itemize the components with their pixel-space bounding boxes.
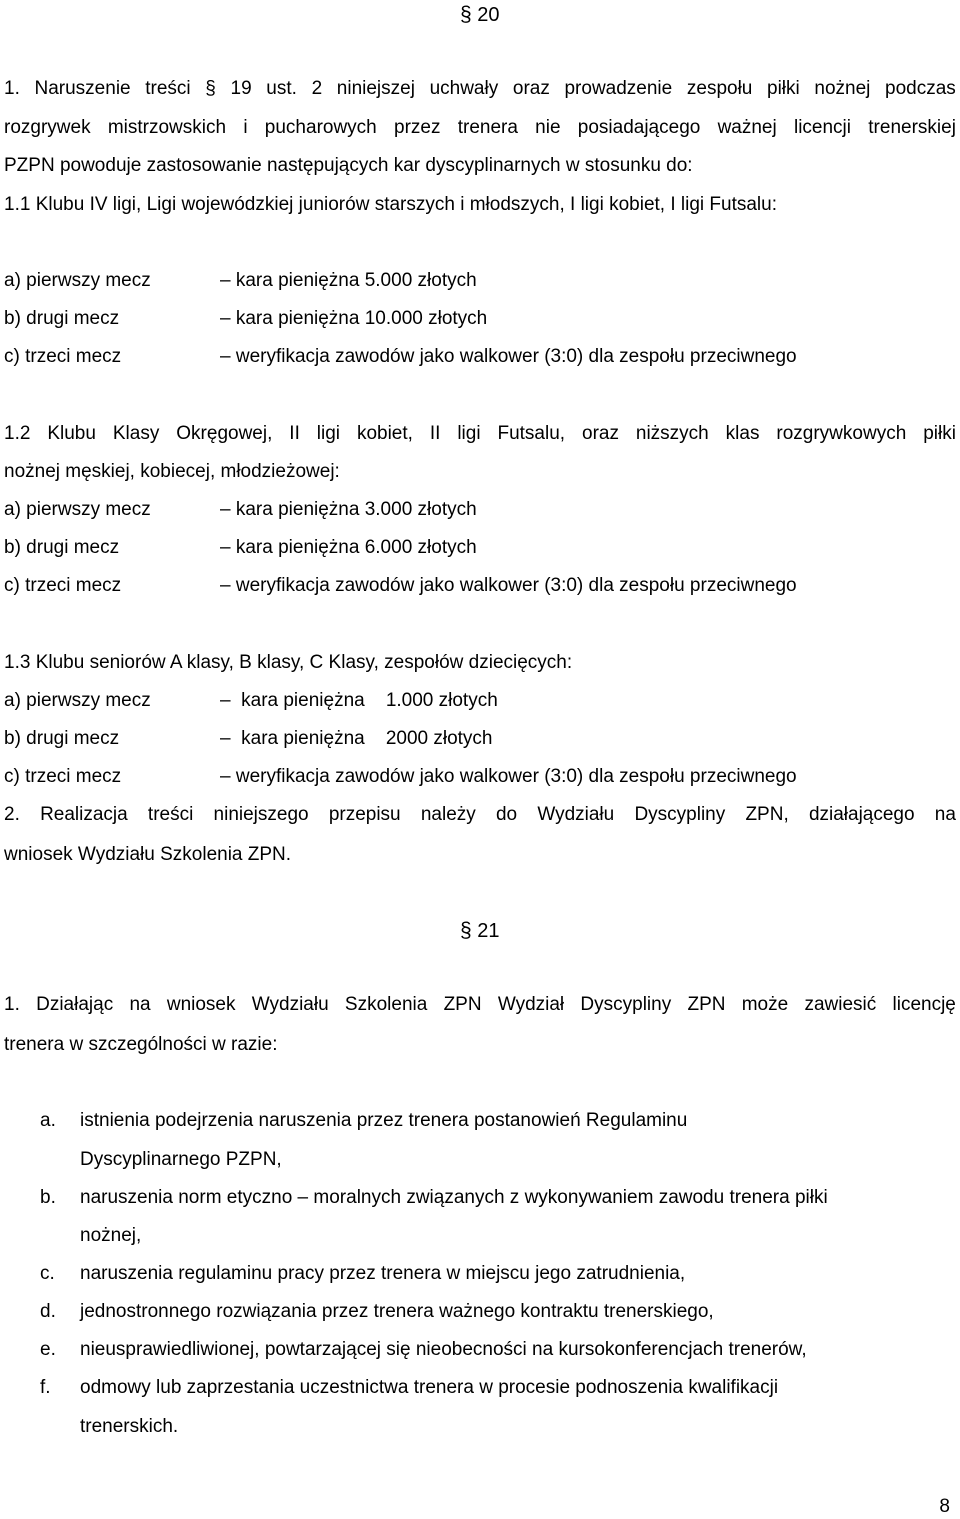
list-item-continuation: nożnej, bbox=[80, 1225, 142, 1246]
subsection-1-1-heading: 1.1 Klubu IV ligi, Ligi wojewódzkiej juniorów starszych i młodszych, I ligi kobiet, I ligi Futsalu: bbox=[4, 194, 777, 215]
penalty-row: b) drugi mecz – kara pieniężna 6.000 złotych bbox=[4, 537, 477, 558]
paragraph-1-line-2: rozgrywek mistrzowskich i pucharowych przez trenera nie posiadającego ważnej licencji trenerskiej bbox=[4, 117, 956, 138]
page-number: 8 bbox=[939, 1496, 950, 1517]
list-marker: f. bbox=[40, 1377, 51, 1398]
list-item: odmowy lub zaprzestania uczestnictwa trenera w procesie podnoszenia kwalifikacji bbox=[80, 1377, 779, 1398]
penalty-row: a) pierwszy mecz – kara pieniężna 1.000 złotych bbox=[4, 690, 498, 711]
penalty-row: a) pierwszy mecz – kara pieniężna 5.000 złotych bbox=[4, 270, 477, 291]
penalty-row: a) pierwszy mecz – kara pieniężna 3.000 złotych bbox=[4, 499, 477, 520]
paragraph-2-line-2: wniosek Wydziału Szkolenia ZPN. bbox=[4, 844, 292, 865]
penalty-row: b) drugi mecz – kara pieniężna 10.000 złotych bbox=[4, 308, 488, 329]
paragraph-1-line-3: PZPN powoduje zastosowanie następujących kar dyscyplinarnych w stosunku do: bbox=[4, 155, 693, 176]
list-item: naruszenia regulaminu pracy przez trenera w miejscu jego zatrudnienia, bbox=[80, 1263, 686, 1284]
section-symbol: § bbox=[460, 3, 472, 26]
list-marker: c. bbox=[40, 1263, 55, 1284]
list-marker: e. bbox=[40, 1339, 56, 1360]
subsection-1-3-heading: 1.3 Klubu seniorów A klasy, B klasy, C Klasy, zespołów dziecięcych: bbox=[4, 652, 573, 673]
section-heading-21 bbox=[460, 919, 500, 943]
list-item: naruszenia norm etyczno – moralnych związanych z wykonywaniem zawodu trenera piłki bbox=[80, 1187, 828, 1208]
paragraph-2-line-1: 2. Realizacja treści niniejszego przepisu należy do Wydziału Dyscypliny ZPN, działającego na bbox=[4, 804, 956, 825]
paragraph-3-line-2: trenera w szczególności w razie: bbox=[4, 1034, 278, 1055]
penalty-row: b) drugi mecz – kara pieniężna 2000 złotych bbox=[4, 728, 493, 749]
list-item-continuation: Dyscyplinarnego PZPN, bbox=[80, 1149, 282, 1170]
section-symbol: § bbox=[460, 919, 472, 942]
list-item: jednostronnego rozwiązania przez trenera ważnego kontraktu trenerskiego, bbox=[80, 1301, 714, 1322]
subsection-1-2-heading-line-2: nożnej męskiej, kobiecej, młodzieżowej: bbox=[4, 461, 340, 482]
subsection-1-2-heading-line-1: 1.2 Klubu Klasy Okręgowej, II ligi kobiet, II ligi Futsalu, oraz niższych klas rozgrywkowych piłki bbox=[4, 423, 956, 444]
list-marker: b. bbox=[40, 1187, 56, 1208]
paragraph-3-line-1: 1. Działając na wniosek Wydziału Szkolenia ZPN Wydział Dyscypliny ZPN może zawiesić licencję bbox=[4, 994, 956, 1015]
section-number: 21 bbox=[477, 920, 500, 942]
list-marker: d. bbox=[40, 1301, 56, 1322]
list-item: istnienia podejrzenia naruszenia przez trenera postanowień Regulaminu bbox=[80, 1110, 688, 1131]
penalty-row: c) trzeci mecz – weryfikacja zawodów jako walkower (3:0) dla zespołu przeciwnego bbox=[4, 575, 797, 596]
list-item-continuation: trenerskich. bbox=[80, 1416, 179, 1437]
section-number: 20 bbox=[477, 4, 500, 26]
list-marker: a. bbox=[40, 1110, 56, 1131]
section-heading-20 bbox=[460, 3, 500, 27]
list-item: nieusprawiedliwionej, powtarzającej się nieobecności na kursokonferencjach trenerów, bbox=[80, 1339, 807, 1360]
penalty-row: c) trzeci mecz – weryfikacja zawodów jako walkower (3:0) dla zespołu przeciwnego bbox=[4, 766, 797, 787]
penalty-row: c) trzeci mecz – weryfikacja zawodów jako walkower (3:0) dla zespołu przeciwnego bbox=[4, 346, 797, 367]
paragraph-1-line-1: 1. Naruszenie treści § 19 ust. 2 niniejszej uchwały oraz prowadzenie zespołu piłki nożnej podczas bbox=[4, 78, 956, 99]
